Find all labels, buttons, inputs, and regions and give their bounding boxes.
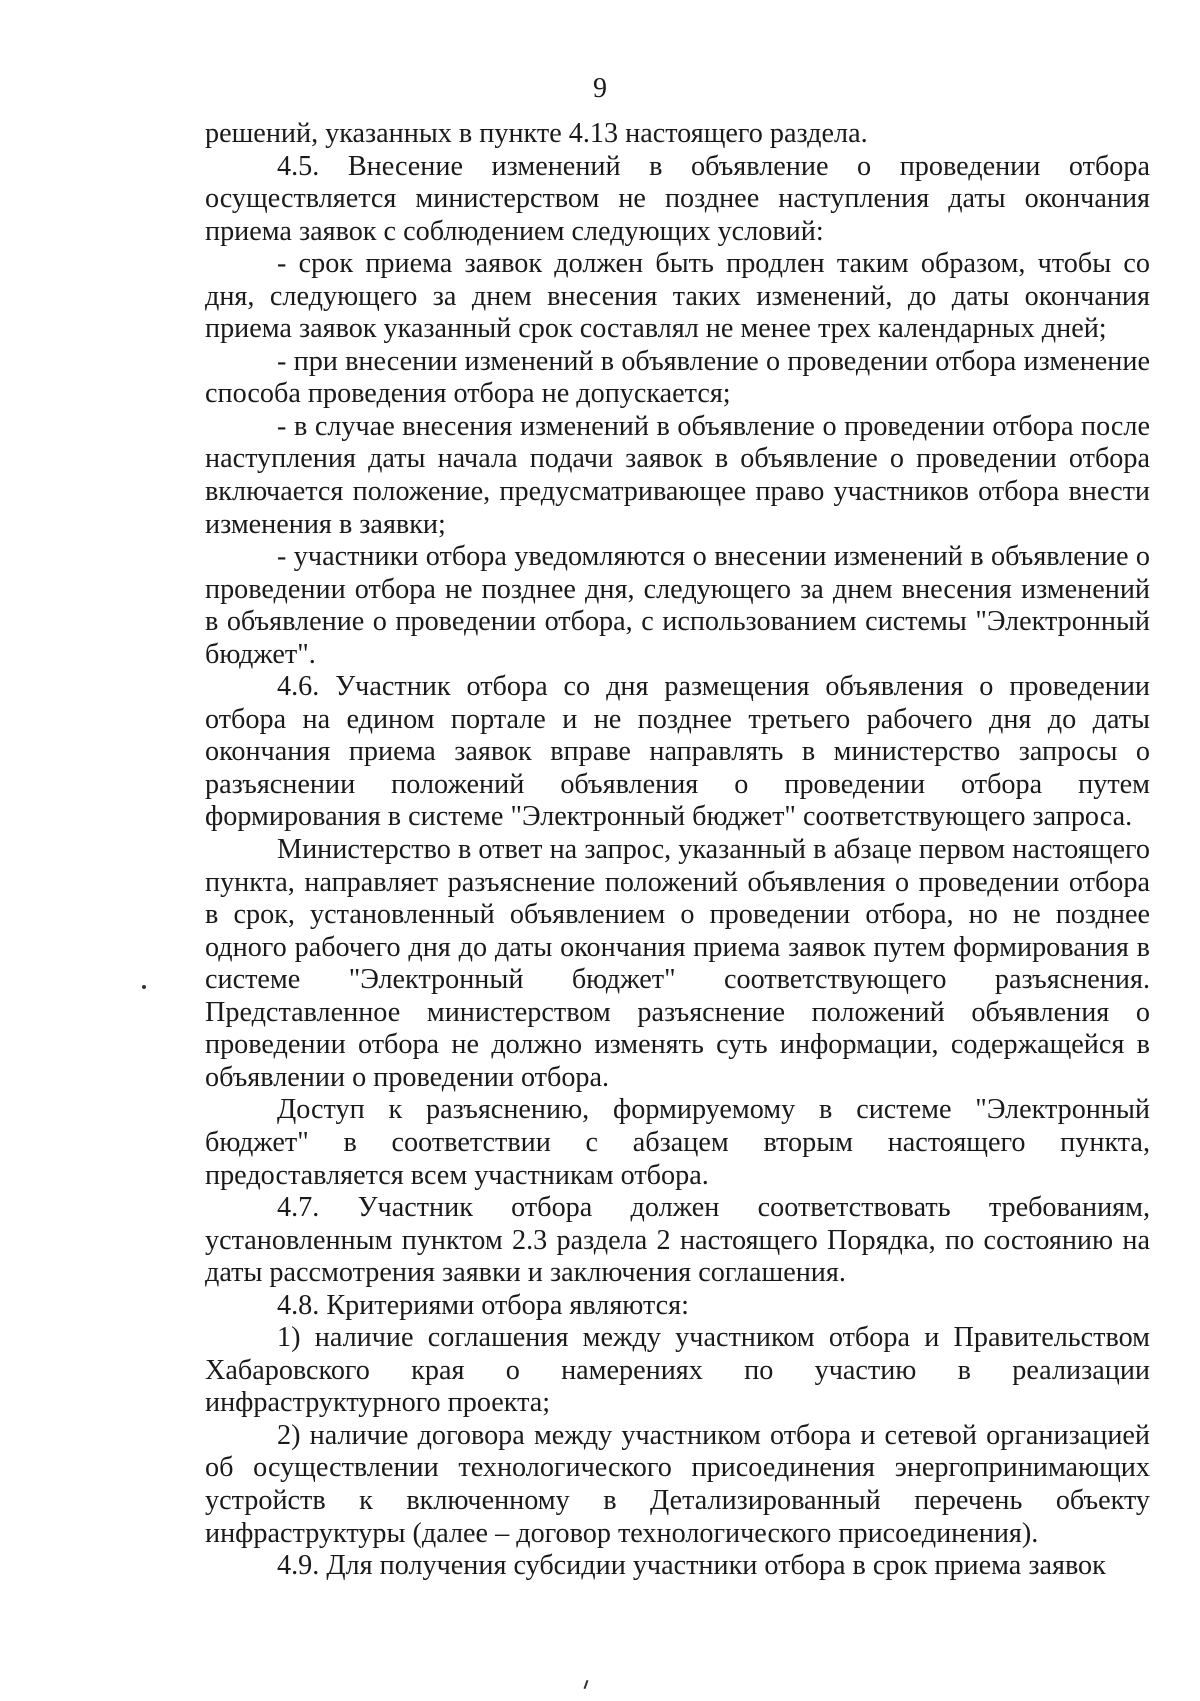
paragraph-continuation: решений, указанных в пункте 4.13 настоящего раздела.: [205, 118, 868, 149]
paragraph-access: Доступ к разъяснению, формируемому в системе "Электронный бюджет" в соответствии с абзацем вторым настоящего пункта, предоставляется всем участникам отбора.: [205, 1094, 1150, 1191]
criterion-item-1: 1) наличие соглашения между участником отбора и Правительством Хабаровского края о намерениях по участию в реализации инфраструктурного проекта;: [205, 1322, 1150, 1419]
paragraph-4-8: 4.8. Критериями отбора являются:: [277, 1289, 689, 1321]
scan-tick-mark: [584, 1680, 589, 1689]
paragraph-4-6: 4.6. Участник отбора со дня размещения объявления о проведении отбора на едином портале и не позднее третьего рабочего дня до даты окончания приема заявок вправе направлять в министерство запросы о разъяснении положений объявления о проведении отбора путем формирования в системе "Электронный бюджет" соответствующего запроса.: [205, 671, 1150, 833]
condition-item-deadline: - срок приема заявок должен быть продлен таким образом, чтобы со дня, следующего за днем внесения таких изменений, до даты окончания приема заявок указанный срок составлял не менее трех календарных дней;: [205, 248, 1150, 345]
scan-speck: [142, 985, 146, 989]
condition-item-notification: - участники отбора уведомляются о внесении изменений в объявление о проведении отбора не позднее дня, следующего за днем внесения изменений в объявление о проведении отбора, с использованием системы "Электронный бюджет".: [205, 541, 1150, 670]
paragraph-4-5: 4.5. Внесение изменений в объявление о проведении отбора осуществляется министерством не позднее наступления даты окончания приема заявок с соблюдением следующих условий:: [205, 150, 1150, 247]
paragraph-4-7: 4.7. Участник отбора должен соответствовать требованиям, установленным пунктом 2.3 раздела 2 настоящего Порядка, по состоянию на даты рассмотрения заявки и заключения соглашения.: [205, 1192, 1150, 1289]
document-body: [205, 118, 1150, 1583]
page-number: 9: [593, 73, 607, 104]
condition-item-amendments: - в случае внесения изменений в объявление о проведении отбора после наступления даты начала подачи заявок в объявление о проведении отбора включается положение, предусматривающее право участников отбора внести изменения в заявки;: [205, 410, 1150, 540]
paragraph-4-9: 4.9. Для получения субсидии участники отбора в срок приема заявок: [277, 1550, 1106, 1582]
condition-item-method: - при внесении изменений в объявление о проведении отбора изменение способа проведения отбора не допускается;: [205, 345, 1150, 410]
criterion-item-2: 2) наличие договора между участником отбора и сетевой организацией об осуществлении технологического присоединения энергопринимающих устройств к включенному в Детализированный перечень объекту инфраструктуры (далее – договор технологического присоединения).: [205, 1419, 1150, 1549]
paragraph-ministry-response: Министерство в ответ на запрос, указанный в абзаце первом настоящего пункта, направляет разъяснение положений объявления о проведении отбора в срок, установленный объявлением о проведении отбора, но не позднее одного рабочего дня до даты окончания приема заявок путем формирования в системе "Электронный бюджет" соответствующего разъяснения. Представленное министерством разъяснение положений объявления о проведении отбора не должно изменять суть информации, содержащейся в объявлении о проведении отбора.: [205, 834, 1150, 1093]
